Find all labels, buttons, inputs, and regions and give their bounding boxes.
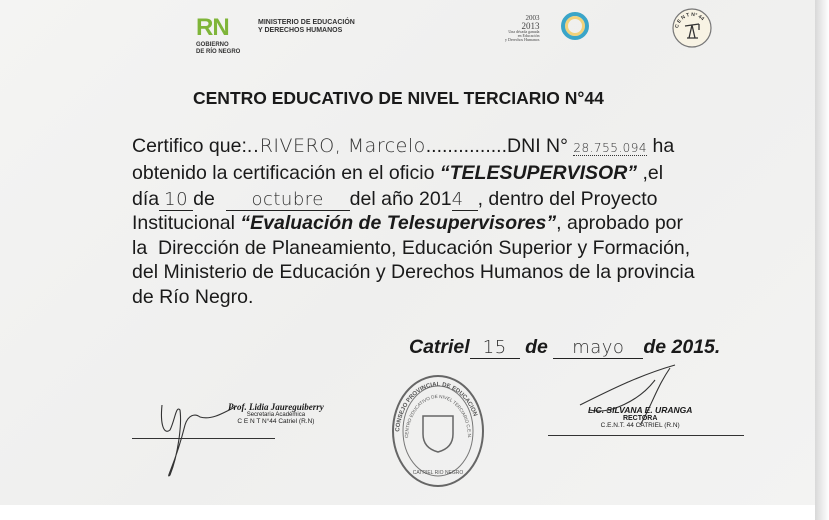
- right-signatory-role: RECTORA: [622, 415, 658, 422]
- rn-logo: [196, 14, 240, 56]
- ministry-line: Y DERECHOS HUMANOS: [258, 27, 343, 34]
- right-signatory-name: LIC. SILVANA E. URANGA: [588, 405, 693, 415]
- year-label: del año 201: [349, 188, 452, 210]
- rn-logo-mark: RN: [196, 14, 229, 41]
- page-title: CENTRO EDUCATIVO DE NIVEL TERCIARIO N°44: [193, 88, 604, 108]
- body-line-7: de Río Negro.: [132, 286, 254, 308]
- certifico-label: Certifico que:: [132, 135, 247, 157]
- decade-logo: [505, 14, 539, 42]
- left-signatory-role: Secretaria Académica: [246, 412, 306, 418]
- year-digit: 4: [452, 189, 478, 211]
- decade-year: 2013: [521, 21, 540, 31]
- line4-suffix: , aprobado por: [556, 212, 684, 234]
- body-line-5: la Dirección de Planeamiento, Educación Superior y Formación,: [132, 237, 691, 259]
- line1-suffix: ha: [652, 135, 675, 157]
- body-line-4: [132, 212, 683, 235]
- right-signatory-inst: C.E.N.T. 44 CATRIEL (R.N): [600, 422, 680, 429]
- ministry-name: [258, 19, 355, 35]
- date-place: Catriel: [409, 336, 470, 358]
- left-signatory: [228, 402, 324, 425]
- oficio-value: “TELESUPERVISOR”: [439, 162, 638, 184]
- stamp-outer-text-path: CONSEJO PROVINCIAL DE EDUCACION: [395, 381, 478, 433]
- body-line-1: Certifico que:..RIVERO, Marcelo...............DNI N° 28.755.094 ha: [132, 135, 675, 157]
- left-signatory-inst: C E N T N°44 Catriel (R.N): [237, 418, 315, 425]
- body-line-6: del Ministerio de Educación y Derechos Humanos de la provincia: [132, 261, 695, 283]
- gobierno-line: GOBIERNO: [196, 42, 229, 48]
- line2-suffix: ,el: [642, 162, 664, 184]
- recipient-name: RIVERO, Marcelo: [259, 135, 426, 157]
- left-signature-scribble: [150, 385, 240, 485]
- project-name: “Evaluación de Telesupervisores”: [240, 212, 557, 234]
- right-signature-line: [548, 435, 744, 436]
- oficio-label: obtenido la certificación en el oficio: [132, 162, 435, 184]
- date-day: 15: [470, 337, 520, 359]
- date-month: mayo: [553, 337, 643, 359]
- ministry-line: MINISTERIO DE EDUCACIÓN: [258, 19, 355, 26]
- date-de: de: [643, 336, 667, 358]
- body-line-3: [132, 188, 658, 211]
- official-stamp: [391, 374, 485, 488]
- date-year: 2015.: [671, 336, 721, 358]
- stamp-inner-text-path: CENTRO EDUCATIVO DE NIVEL TERCIARIO C.E.N.: [403, 393, 473, 439]
- left-signature-line: [132, 438, 275, 439]
- dni-value: 28.755.094: [573, 141, 648, 155]
- decade-text: en Educación: [517, 33, 540, 38]
- left-signatory-name: Prof. Lidia Jaureguiberry: [228, 402, 324, 412]
- dni-label: DNI N°: [507, 135, 568, 157]
- cent-seal-text-path: C E N T N° 44: [674, 11, 706, 29]
- date-de: de: [525, 336, 548, 358]
- de-label: de: [193, 188, 215, 210]
- body-line-2: [132, 162, 663, 185]
- issue-date: [409, 336, 720, 359]
- stamp-bottom-text: CATRIEL RIO NEGRO: [412, 470, 464, 476]
- dia-label: día: [132, 188, 160, 210]
- decade-year: 2003: [525, 14, 540, 22]
- line3-suffix: , dentro del Proyecto: [477, 188, 658, 210]
- day-value: 10: [159, 189, 193, 211]
- decade-text: Una década ganada: [508, 29, 540, 34]
- decade-circle-icon: [561, 12, 589, 40]
- gobierno-line: DE RÍO NEGRO: [196, 49, 241, 55]
- month-value: octubre: [226, 189, 350, 211]
- stamp-shield-icon: [423, 416, 453, 452]
- page-edge: [815, 0, 829, 520]
- institucional-label: Institucional: [132, 212, 235, 234]
- cent-seal-logo: [672, 8, 712, 48]
- right-signatory: [588, 405, 692, 429]
- decade-text: y Derechos Humanos: [505, 37, 540, 42]
